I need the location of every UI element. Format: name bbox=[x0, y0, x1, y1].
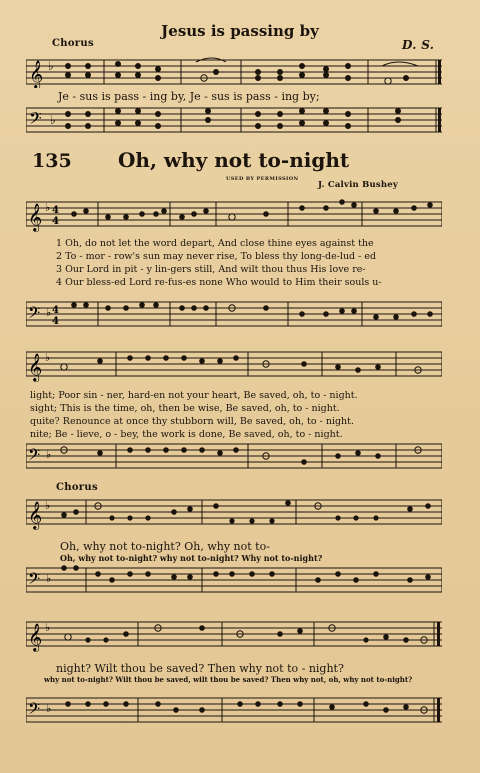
svg-text:𝄞: 𝄞 bbox=[28, 501, 43, 529]
top-bass-staff bbox=[26, 100, 442, 136]
svg-text:♭: ♭ bbox=[48, 59, 54, 73]
verse2-line1: 2 To - mor - row's sun may never rise, To bless thy long-de-lud - ed bbox=[56, 251, 377, 262]
hymn-title: Oh, why not to-night bbox=[118, 148, 350, 172]
permission-note: USED BY PERMISSION bbox=[226, 176, 299, 182]
svg-text:𝄢: 𝄢 bbox=[28, 570, 41, 592]
author: J. Calvin Bushey bbox=[318, 180, 398, 190]
svg-text:4: 4 bbox=[52, 205, 59, 216]
svg-text:𝄞: 𝄞 bbox=[28, 623, 43, 651]
hymn-number: 135 bbox=[32, 150, 72, 172]
svg-text:4: 4 bbox=[52, 305, 59, 316]
top-lyric: Je - sus is pass - ing by, Je - sus is pass - ing by; bbox=[58, 90, 320, 103]
system1-treble bbox=[26, 194, 442, 234]
verse4-line1: 4 Our bless-ed Lord re-fus-es none Who would to Him their souls u- bbox=[56, 277, 382, 288]
svg-text:♭: ♭ bbox=[45, 351, 51, 364]
chorus1-bass bbox=[26, 560, 442, 600]
svg-text:4: 4 bbox=[52, 216, 59, 227]
verse1-line1: 1 Oh, do not let the word depart, And close thine eyes against the bbox=[56, 238, 374, 249]
verse3-line2: quite? Renounce at once thy stubborn will, Be saved, oh, to - night. bbox=[30, 416, 355, 427]
svg-text:𝄞: 𝄞 bbox=[28, 353, 43, 381]
chorus1-treble bbox=[26, 492, 442, 532]
svg-text:♭: ♭ bbox=[46, 572, 52, 585]
verse2-line2: sight; This is the time, oh, then be wise, Be saved, oh, to - night. bbox=[30, 403, 340, 414]
chorus-label: Chorus bbox=[56, 482, 98, 493]
svg-text:♭: ♭ bbox=[46, 702, 52, 715]
svg-text:♭: ♭ bbox=[46, 448, 52, 461]
chorus-line2: night? Wilt thou be saved? Then why not to - night? bbox=[56, 662, 344, 675]
chorus2-treble bbox=[26, 614, 442, 654]
svg-text:𝄞: 𝄞 bbox=[28, 203, 43, 231]
svg-text:𝄞: 𝄞 bbox=[29, 60, 44, 88]
top-treble-staff bbox=[26, 52, 442, 88]
svg-text:♭: ♭ bbox=[45, 499, 51, 512]
svg-text:𝄢: 𝄢 bbox=[28, 446, 41, 468]
ds-label: D. S. bbox=[402, 38, 435, 52]
system1-bass bbox=[26, 294, 442, 334]
svg-text:𝄢: 𝄢 bbox=[29, 108, 42, 132]
chorus2-bass bbox=[26, 690, 442, 730]
verse3-line1: 3 Our Lord in pit - y lin-gers still, And wilt thou thus His love re- bbox=[56, 264, 366, 275]
system2-bass bbox=[26, 436, 442, 476]
svg-text:4: 4 bbox=[52, 316, 59, 327]
svg-text:𝄢: 𝄢 bbox=[28, 304, 41, 326]
svg-text:𝄢: 𝄢 bbox=[28, 700, 41, 722]
verse1-line2: light; Poor sin - ner, hard-en not your heart, Be saved, oh, to - night. bbox=[30, 390, 358, 401]
verse4-line2: nite; Be - lieve, o - bey, the work is done, Be saved, oh, to - night. bbox=[30, 429, 343, 440]
top-hymn-title: Jesus is passing by bbox=[161, 22, 319, 40]
chorus-line1: Oh, why not to-night? Oh, why not to- bbox=[60, 540, 270, 553]
svg-text:♭: ♭ bbox=[45, 201, 51, 214]
svg-text:♭: ♭ bbox=[50, 113, 56, 127]
svg-text:♭: ♭ bbox=[45, 621, 51, 634]
svg-text:♭: ♭ bbox=[46, 306, 52, 319]
chorus-line2-sub: why not to-night? Wilt thou be saved, wilt thou be saved? Then why not, oh, why not to-night? bbox=[44, 675, 413, 684]
system2-treble bbox=[26, 344, 442, 384]
chorus-line1-sub: Oh, why not to-night? why not to-night? Why not to-night? bbox=[60, 553, 323, 563]
top-chorus-label: Chorus bbox=[52, 38, 94, 49]
